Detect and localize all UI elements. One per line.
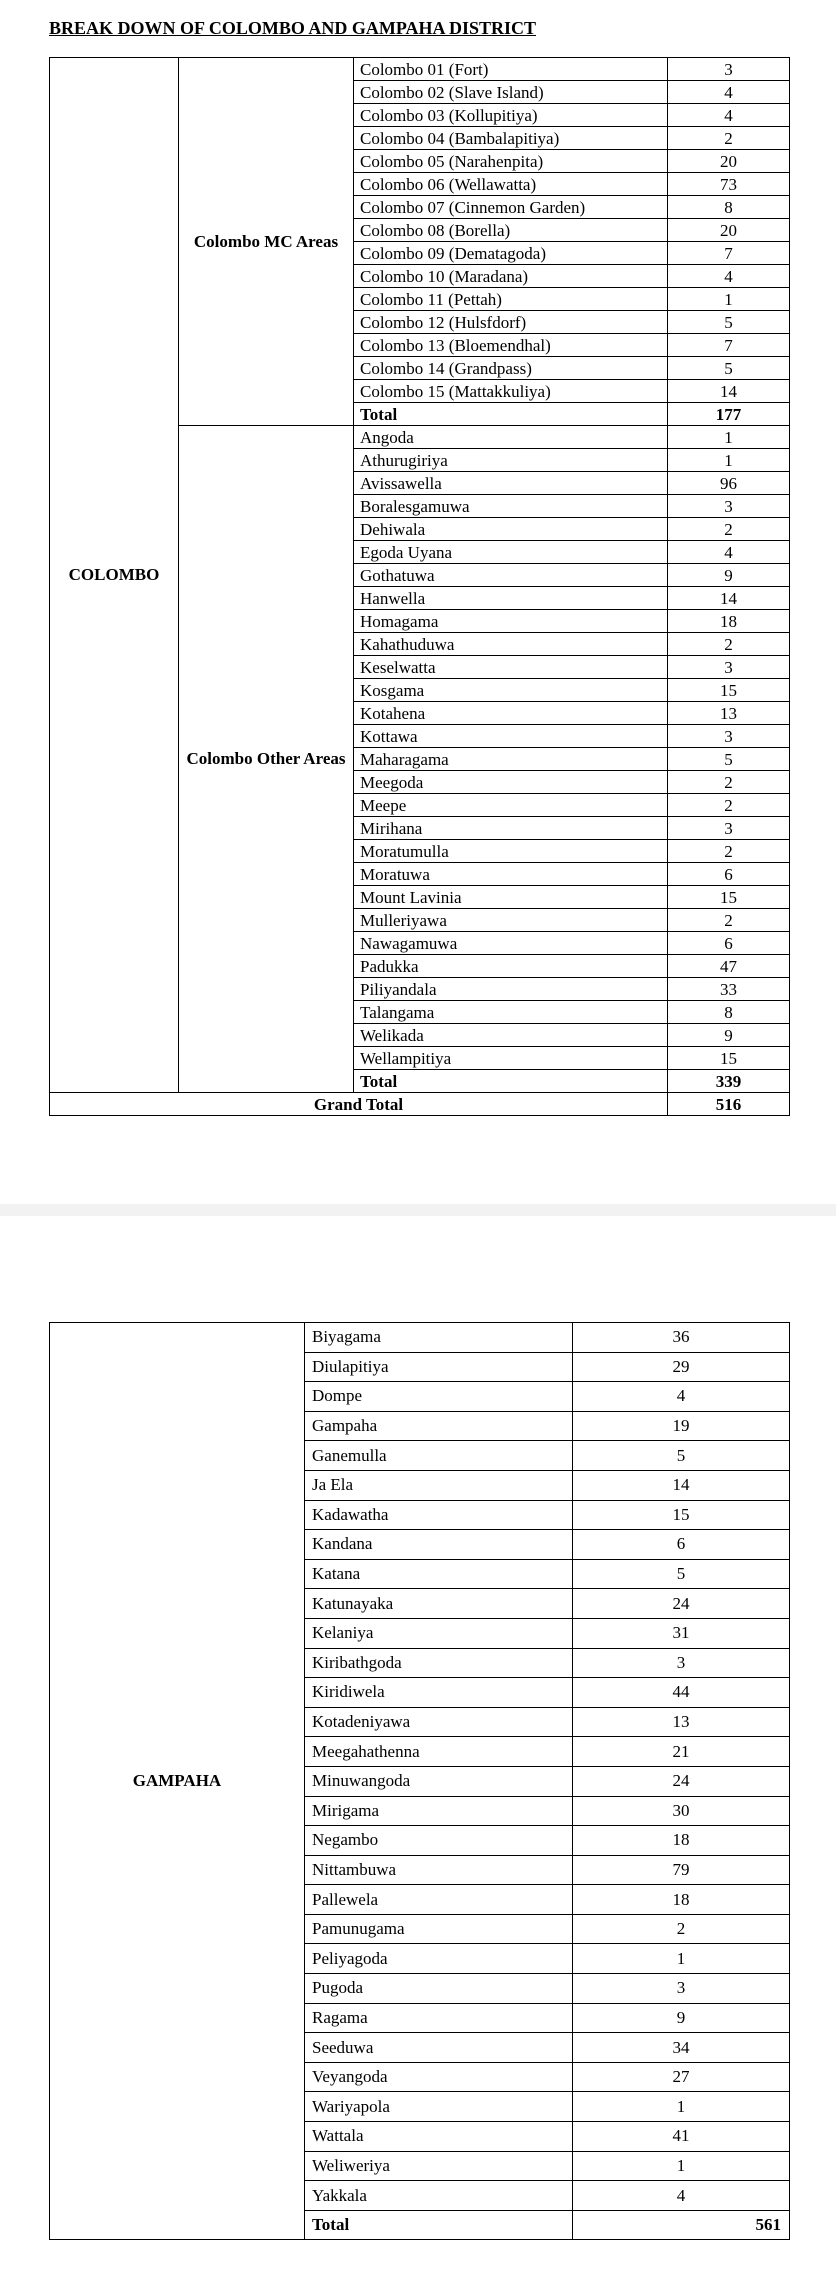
area-count: 4 [668, 541, 790, 564]
area-name: Colombo 13 (Bloemendhal) [354, 334, 668, 357]
area-count: 31 [573, 1618, 790, 1648]
area-name: Wariyapola [305, 2092, 573, 2122]
area-name: Welikada [354, 1024, 668, 1047]
area-count: 7 [668, 242, 790, 265]
area-count: 6 [668, 932, 790, 955]
area-name: Ganemulla [305, 1441, 573, 1471]
area-count: 24 [573, 1589, 790, 1619]
area-name: Colombo 08 (Borella) [354, 219, 668, 242]
area-name: Meepe [354, 794, 668, 817]
area-count: 2 [668, 909, 790, 932]
area-count: 36 [573, 1323, 790, 1353]
area-count: 15 [668, 679, 790, 702]
area-name: Colombo 06 (Wellawatta) [354, 173, 668, 196]
area-name: Pamunugama [305, 1914, 573, 1944]
area-name: Hanwella [354, 587, 668, 610]
area-count: 13 [668, 702, 790, 725]
area-count: 3 [573, 1648, 790, 1678]
area-name: Colombo 15 (Mattakkuliya) [354, 380, 668, 403]
area-count: 1 [573, 2151, 790, 2181]
subtotal-value: 339 [668, 1070, 790, 1093]
area-count: 1 [668, 449, 790, 472]
area-count: 2 [668, 771, 790, 794]
area-name: Keselwatta [354, 656, 668, 679]
area-name: Seeduwa [305, 2033, 573, 2063]
area-count: 4 [573, 2181, 790, 2211]
area-name: Pallewela [305, 1885, 573, 1915]
area-name: Katana [305, 1559, 573, 1589]
area-name: Colombo 09 (Dematagoda) [354, 242, 668, 265]
total-value: 561 [573, 2210, 790, 2240]
area-count: 44 [573, 1678, 790, 1708]
page-title: BREAK DOWN OF COLOMBO AND GAMPAHA DISTRICT [49, 18, 537, 38]
district-label-gampaha: GAMPAHA [50, 1323, 305, 2240]
area-name: Avissawella [354, 472, 668, 495]
area-count: 29 [573, 1352, 790, 1382]
area-count: 3 [573, 1974, 790, 2004]
area-count: 14 [668, 587, 790, 610]
area-count: 4 [668, 81, 790, 104]
area-count: 6 [573, 1530, 790, 1560]
table-row [50, 58, 790, 81]
area-count: 73 [668, 173, 790, 196]
district-label-colombo: COLOMBO [50, 58, 179, 1093]
area-name: Maharagama [354, 748, 668, 771]
area-name: Kosgama [354, 679, 668, 702]
area-count: 3 [668, 495, 790, 518]
area-name: Kandana [305, 1530, 573, 1560]
area-count: 1 [573, 2092, 790, 2122]
area-name: Talangama [354, 1001, 668, 1024]
area-name: Boralesgamuwa [354, 495, 668, 518]
area-count: 2 [668, 794, 790, 817]
area-count: 2 [668, 518, 790, 541]
page-2 [0, 1216, 836, 2291]
area-count: 2 [573, 1914, 790, 1944]
area-name: Negambo [305, 1826, 573, 1856]
total-label: Total [305, 2210, 573, 2240]
page-separator [0, 1204, 836, 1216]
area-name: Minuwangoda [305, 1766, 573, 1796]
area-name: Colombo 11 (Pettah) [354, 288, 668, 311]
area-name: Kotahena [354, 702, 668, 725]
area-count: 1 [668, 426, 790, 449]
area-count: 9 [668, 1024, 790, 1047]
area-count: 19 [573, 1411, 790, 1441]
area-count: 8 [668, 1001, 790, 1024]
area-count: 20 [668, 150, 790, 173]
area-name: Gampaha [305, 1411, 573, 1441]
area-count: 5 [668, 748, 790, 771]
area-name: Gothatuwa [354, 564, 668, 587]
subgroup-label-other: Colombo Other Areas [179, 426, 354, 1093]
area-name: Athurugiriya [354, 449, 668, 472]
area-name: Angoda [354, 426, 668, 449]
area-count: 2 [668, 127, 790, 150]
area-count: 18 [573, 1885, 790, 1915]
area-name: Ragama [305, 2003, 573, 2033]
area-count: 6 [668, 863, 790, 886]
subtotal-label: Total [354, 403, 668, 426]
area-count: 5 [668, 311, 790, 334]
area-name: Dompe [305, 1382, 573, 1412]
area-name: Egoda Uyana [354, 541, 668, 564]
area-name: Nittambuwa [305, 1855, 573, 1885]
area-name: Kiridiwela [305, 1678, 573, 1708]
area-count: 15 [573, 1500, 790, 1530]
area-count: 1 [668, 288, 790, 311]
area-name: Colombo 01 (Fort) [354, 58, 668, 81]
area-count: 47 [668, 955, 790, 978]
area-name: Colombo 04 (Bambalapitiya) [354, 127, 668, 150]
area-name: Kiribathgoda [305, 1648, 573, 1678]
area-count: 4 [668, 265, 790, 288]
area-name: Colombo 07 (Cinnemon Garden) [354, 196, 668, 219]
subtotal-value: 177 [668, 403, 790, 426]
area-name: Padukka [354, 955, 668, 978]
area-name: Diulapitiya [305, 1352, 573, 1382]
area-count: 15 [668, 1047, 790, 1070]
area-name: Colombo 14 (Grandpass) [354, 357, 668, 380]
area-count: 7 [668, 334, 790, 357]
area-count: 20 [668, 219, 790, 242]
area-count: 21 [573, 1737, 790, 1767]
area-name: Katunayaka [305, 1589, 573, 1619]
area-name: Kotadeniyawa [305, 1707, 573, 1737]
area-name: Moratuwa [354, 863, 668, 886]
area-name: Homagama [354, 610, 668, 633]
area-count: 3 [668, 656, 790, 679]
subtotal-label: Total [354, 1070, 668, 1093]
area-name: Colombo 10 (Maradana) [354, 265, 668, 288]
area-count: 8 [668, 196, 790, 219]
area-name: Kelaniya [305, 1618, 573, 1648]
area-count: 3 [668, 817, 790, 840]
area-name: Nawagamuwa [354, 932, 668, 955]
area-count: 14 [573, 1470, 790, 1500]
area-name: Dehiwala [354, 518, 668, 541]
area-name: Ja Ela [305, 1470, 573, 1500]
area-count: 30 [573, 1796, 790, 1826]
area-name: Wattala [305, 2122, 573, 2152]
area-count: 3 [668, 725, 790, 748]
area-count: 18 [668, 610, 790, 633]
area-count: 15 [668, 886, 790, 909]
area-count: 13 [573, 1707, 790, 1737]
area-count: 4 [573, 1382, 790, 1412]
area-name: Meegoda [354, 771, 668, 794]
area-name: Colombo 05 (Narahenpita) [354, 150, 668, 173]
area-count: 1 [573, 1944, 790, 1974]
area-name: Kadawatha [305, 1500, 573, 1530]
area-name: Biyagama [305, 1323, 573, 1353]
area-name: Wellampitiya [354, 1047, 668, 1070]
area-name: Moratumulla [354, 840, 668, 863]
area-count: 79 [573, 1855, 790, 1885]
area-name: Pugoda [305, 1974, 573, 2004]
area-count: 33 [668, 978, 790, 1001]
area-count: 2 [668, 633, 790, 656]
area-count: 5 [573, 1441, 790, 1471]
area-count: 41 [573, 2122, 790, 2152]
area-name: Kahathuduwa [354, 633, 668, 656]
area-name: Mirigama [305, 1796, 573, 1826]
area-count: 2 [668, 840, 790, 863]
area-count: 9 [573, 2003, 790, 2033]
area-count: 96 [668, 472, 790, 495]
area-count: 34 [573, 2033, 790, 2063]
grand-total-row [50, 1093, 790, 1116]
area-count: 4 [668, 104, 790, 127]
area-name: Meegahathenna [305, 1737, 573, 1767]
gampaha-table [49, 1322, 790, 2240]
area-name: Veyangoda [305, 2062, 573, 2092]
area-count: 5 [573, 1559, 790, 1589]
area-count: 24 [573, 1766, 790, 1796]
area-name: Colombo 12 (Hulsfdorf) [354, 311, 668, 334]
area-count: 18 [573, 1826, 790, 1856]
area-name: Peliyagoda [305, 1944, 573, 1974]
grand-total-value: 516 [668, 1093, 790, 1116]
grand-total-label: Grand Total [50, 1093, 668, 1116]
area-count: 9 [668, 564, 790, 587]
area-name: Kottawa [354, 725, 668, 748]
area-name: Colombo 03 (Kollupitiya) [354, 104, 668, 127]
subgroup-label-mc: Colombo MC Areas [179, 58, 354, 426]
area-name: Colombo 02 (Slave Island) [354, 81, 668, 104]
area-name: Weliweriya [305, 2151, 573, 2181]
area-name: Yakkala [305, 2181, 573, 2211]
area-name: Mirihana [354, 817, 668, 840]
area-name: Mount Lavinia [354, 886, 668, 909]
area-count: 3 [668, 58, 790, 81]
area-count: 5 [668, 357, 790, 380]
area-count: 27 [573, 2062, 790, 2092]
colombo-table [49, 57, 790, 1116]
area-count: 14 [668, 380, 790, 403]
area-name: Mulleriyawa [354, 909, 668, 932]
area-name: Piliyandala [354, 978, 668, 1001]
table-row [50, 1323, 790, 1353]
